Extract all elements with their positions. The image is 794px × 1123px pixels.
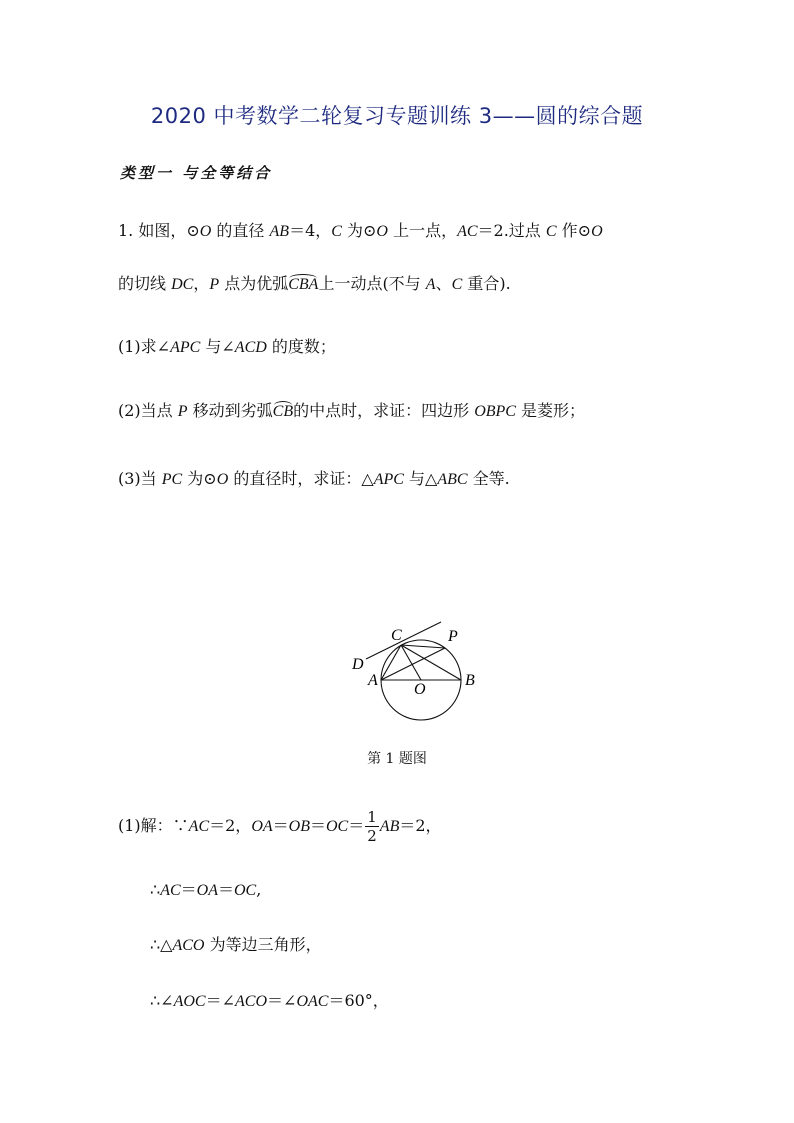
text-run: ＝ [217, 880, 234, 899]
solution-line-4 [150, 988, 389, 1011]
math-symbol: PC [161, 471, 183, 488]
math-symbol: AOC [173, 993, 206, 1010]
segment-cp [401, 645, 445, 648]
figure-caption: 第 1 题图 [367, 751, 427, 767]
solution-line-1 [118, 808, 442, 845]
math-symbol: AC [160, 882, 181, 899]
text-run: 移动到劣弧 [187, 401, 273, 420]
math-symbol: OB [288, 818, 310, 835]
math-symbol: APC [170, 339, 201, 356]
text-run: 重合). [462, 274, 511, 293]
text-run: 的中点时，求证：四边形 [293, 401, 475, 420]
solution-line-2 [150, 877, 261, 900]
text-run: 作⊙ [556, 221, 592, 240]
math-symbol: ACO [172, 937, 205, 954]
segment-cb [401, 645, 461, 680]
text-run: 全等. [467, 469, 510, 488]
text-run: (3)当 [118, 469, 162, 488]
arc-notation: CBA [288, 276, 319, 293]
text-run: ， [193, 274, 210, 293]
text-run: 为等边三角形， [204, 935, 322, 954]
label-d: D [352, 656, 364, 673]
text-run: ＝ [348, 816, 365, 835]
text-run: 上一动点(不与 [318, 274, 426, 293]
math-symbol: O [216, 471, 229, 488]
text-run: 、 [435, 274, 452, 293]
label-o: O [414, 681, 426, 698]
text-run: ＝ [309, 816, 326, 835]
text-run: (1)解：∵ [118, 816, 189, 835]
text-run: ＝ [272, 816, 289, 835]
text-run: (2)当点 [118, 401, 178, 420]
math-symbol: ACD [234, 339, 267, 356]
math-symbol: O [376, 223, 388, 240]
math-symbol: O [199, 223, 212, 240]
text-run: ＝∠ [267, 991, 297, 1010]
text-run: 与△ [403, 469, 438, 488]
section-heading: 类型一 与全等结合 [120, 164, 273, 182]
math-symbol: AC [457, 223, 478, 240]
math-symbol: P [209, 276, 220, 293]
math-symbol: P [177, 403, 188, 420]
page-title: 2020 中考数学二轮复习专题训练 3——圆的综合题 [150, 104, 644, 128]
text-run: 为⊙ [182, 469, 217, 488]
text-run: 1. 如图，⊙ [118, 221, 200, 240]
text-run: 是菱形； [515, 401, 586, 420]
question-3 [118, 466, 510, 489]
text-run: , [256, 880, 262, 899]
label-a: A [368, 672, 378, 689]
text-run: 的直径时，求证：△ [228, 469, 374, 488]
text-run: 与∠ [200, 337, 235, 356]
text-run: 的直径 [211, 221, 270, 240]
label-c: C [391, 627, 402, 644]
text-run: ＝2.过点 [477, 221, 546, 240]
text-run: 上一点， [387, 221, 458, 240]
solution-line-1-pre [118, 816, 364, 835]
text-run: ＝2， [399, 816, 442, 835]
text-run: ∴ [150, 880, 161, 899]
math-symbol: AC [188, 818, 210, 835]
math-symbol: A [425, 276, 436, 293]
solution-line-3 [150, 932, 322, 955]
text-run: ∴△ [150, 935, 173, 954]
math-symbol: C [451, 276, 463, 293]
text-run: 的切线 [118, 274, 172, 293]
arc-notation: CB [272, 403, 294, 420]
fraction-half [365, 808, 379, 845]
text-run: ＝∠ [205, 991, 236, 1010]
math-symbol: ABC [437, 471, 468, 488]
solution-line-1-post [380, 816, 442, 835]
math-symbol: ACO [235, 993, 268, 1010]
question-2 [118, 398, 585, 421]
math-symbol: OA [251, 818, 273, 835]
text-run: 点为优弧 [219, 274, 289, 293]
math-symbol: APC [373, 471, 404, 488]
label-p: P [448, 628, 458, 645]
text-run: ＝ [180, 880, 197, 899]
circle-figure [340, 616, 490, 732]
math-symbol: DC [171, 276, 194, 293]
text-run: (1)求∠ [118, 337, 171, 356]
question-1 [118, 334, 336, 357]
math-symbol: C [545, 223, 557, 240]
text-run: 的度数； [266, 337, 336, 356]
math-symbol: C [331, 223, 342, 240]
math-symbol: AB [379, 818, 400, 835]
math-symbol: OAC [296, 993, 329, 1010]
text-run: 为⊙ [341, 221, 377, 240]
fraction-numerator: 1 [367, 808, 377, 826]
text-run: ＝60°， [328, 991, 389, 1010]
problem-line-2 [118, 271, 511, 294]
math-symbol: O [591, 223, 603, 240]
math-symbol: AB [269, 223, 290, 240]
math-symbol: OBPC [474, 403, 516, 420]
math-symbol: OA [196, 882, 218, 899]
problem-line-1 [118, 218, 603, 241]
text-run: ＝2， [209, 816, 252, 835]
text-run: ∴∠ [150, 991, 174, 1010]
math-symbol: OC [234, 882, 257, 899]
math-symbol: OC [326, 818, 349, 835]
fraction-denominator: 2 [367, 827, 377, 845]
text-run: ＝4， [289, 221, 332, 240]
label-b: B [465, 672, 475, 689]
